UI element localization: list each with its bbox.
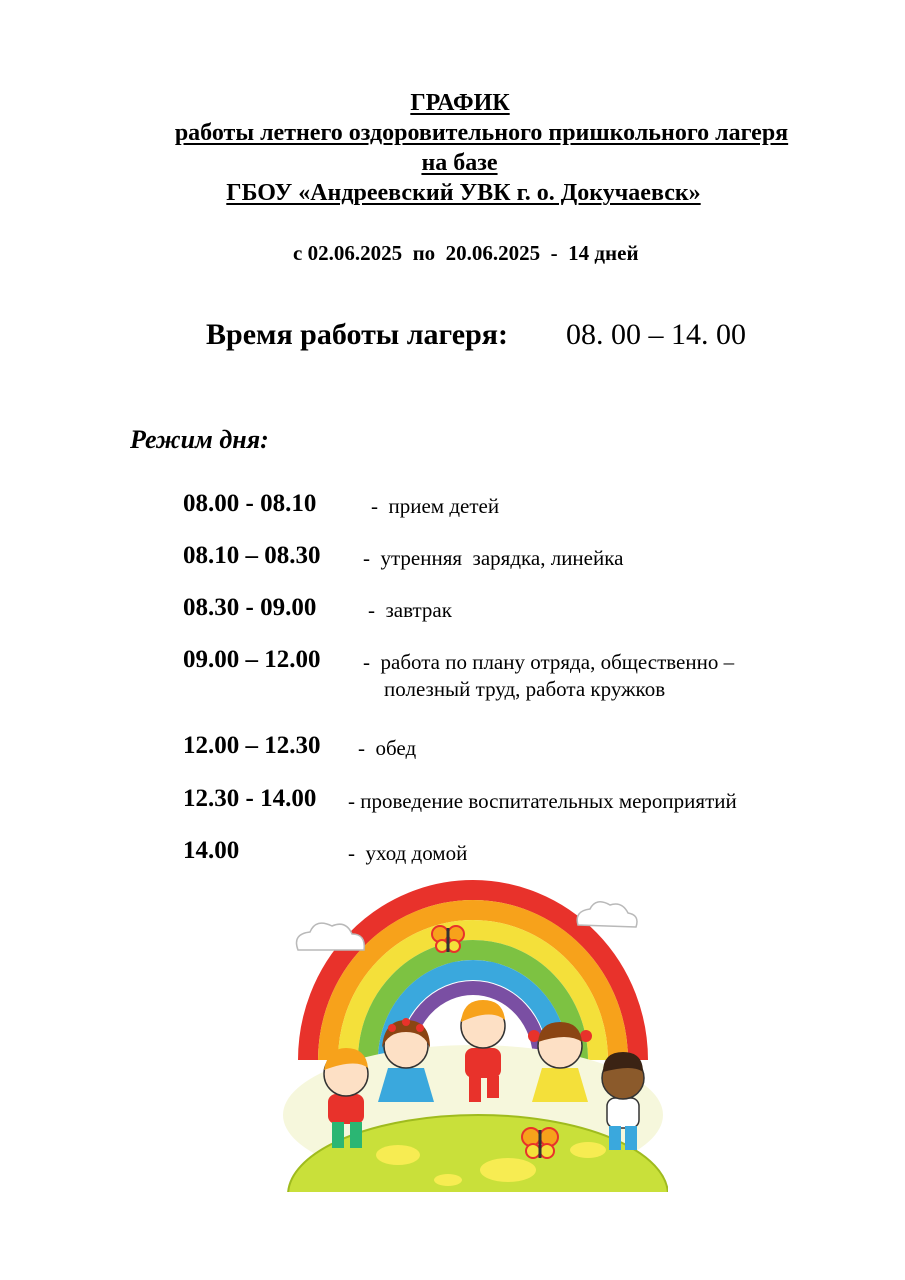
regime-title: Режим дня: <box>130 425 269 454</box>
cloud <box>297 923 365 950</box>
schedule-desc: - обед <box>358 736 417 760</box>
schedule-time: 12.00 – 12.30 <box>183 732 321 759</box>
schedule-desc: - работа по плану отряда, общественно – полезный труд, работа кружков <box>363 650 735 701</box>
schedule-time: 08.10 – 08.30 <box>183 542 321 569</box>
schedule-time: 08.00 - 08.10 <box>183 490 317 517</box>
schedule-time: 12.30 - 14.00 <box>183 785 317 812</box>
cloud <box>577 902 637 927</box>
schedule-desc: - уход домой <box>348 841 468 865</box>
title-line-4: ГБОУ «Андреевский УВК г. о. Докучаевск» <box>226 180 701 206</box>
schedule-time: 14.00 <box>183 837 240 864</box>
butterfly-icon <box>522 1128 558 1158</box>
rainbow-children-illustration <box>278 880 668 1192</box>
schedule-time: 09.00 – 12.00 <box>183 646 321 673</box>
work-hours-value: 08. 00 – 14. 00 <box>566 318 746 351</box>
document-title: ГРАФИК <box>410 90 510 116</box>
schedule-desc: - завтрак <box>368 598 452 622</box>
schedule-desc: - утренняя зарядка, линейка <box>363 546 624 570</box>
schedule-desc: - прием детей <box>371 494 500 518</box>
camp-period: с 02.06.2025 по 20.06.2025 - 14 дней <box>293 241 639 265</box>
title-line-3: на базе <box>421 150 498 176</box>
butterfly-icon <box>432 926 464 952</box>
header <box>0 88 905 208</box>
title-line-2: работы летнего оздоровительного пришкольного лагеря <box>174 120 789 146</box>
work-hours <box>206 318 746 352</box>
work-hours-label: Время работы лагеря: <box>206 318 509 351</box>
schedule-time: 08.30 - 09.00 <box>183 594 317 621</box>
schedule-desc: - проведение воспитательных мероприятий <box>348 789 737 813</box>
